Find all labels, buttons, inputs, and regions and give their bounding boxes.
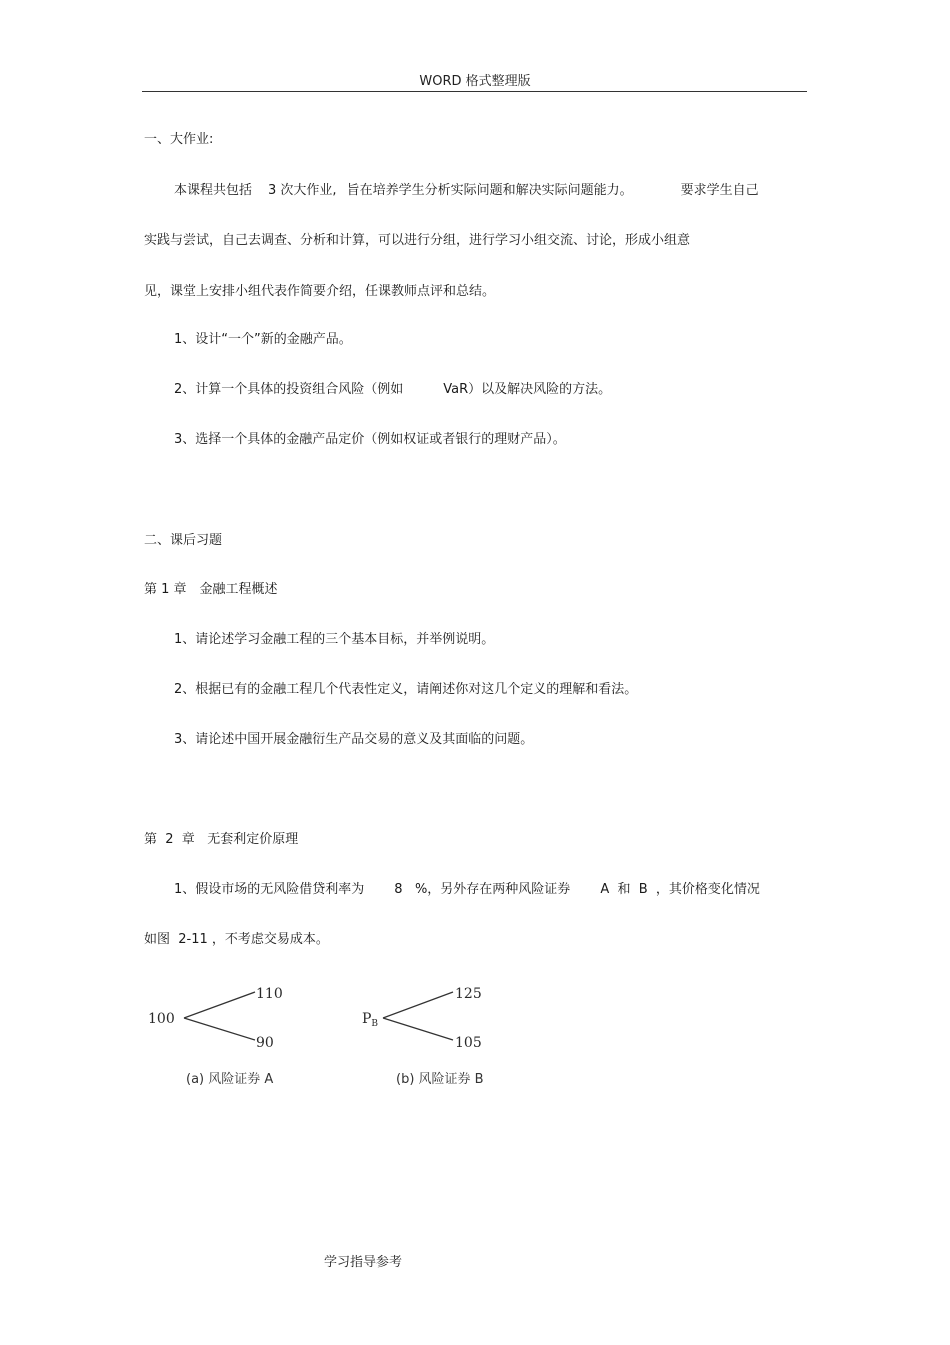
para-line1-part-d: 要求学生自己 [680,183,759,198]
page-header: WORD 格式整理版 [419,74,531,89]
tree-b-down-price: 105 [455,1035,482,1051]
tree-b-start-subscript: B [371,1019,379,1029]
chapter1-title: 第 1 章 金融工程概述 [144,582,278,597]
binomial-tree-figure [140,975,520,1095]
tree-a-start-price: 100 [148,1011,175,1027]
tree-b-caption: (b) 风险证券 B [396,1072,484,1087]
chapter1-item-1: 1、请论述学习金融工程的三个基本目标，并举例说明。 [174,632,495,647]
assignment-item-2-part-a: 2、计算一个具体的投资组合风险（例如 [174,382,404,397]
q1-part-c: A 和 B ，其价格变化情况 [600,882,760,897]
section1-para-line3: 见，课堂上安排小组代表作简要介绍，任课教师点评和总结。 [144,284,496,299]
chapter1-item-2: 2、根据已有的金融工程几个代表性定义，请阐述你对这几个定义的理解和看法。 [174,682,638,697]
para-line1-part-a: 本课程共包括 [174,183,253,198]
para-line1-part-b: 3 次大作业, [268,183,337,198]
page-footer: 学习指导参考 [324,1255,403,1270]
tree-b-up-price: 125 [455,986,482,1002]
tree-b-up-branch [383,992,453,1018]
tree-b [362,986,484,1087]
tree-a-up-branch [184,992,255,1018]
chapter2-question1-line2: 如图 2-11 ，不考虑交易成本。 [144,932,329,947]
chapter1-item-3: 3、请论述中国开展金融衍生产品交易的意义及其面临的问题。 [174,732,534,747]
section1-para-line2: 实践与尝试，自己去调查、分析和计算，可以进行分组，进行学习小组交流、讨论，形成小组意 [144,233,691,248]
tree-b-start-price [362,1011,378,1029]
assignment-item-2-part-b: VaR）以及解决风险的方法。 [443,382,612,397]
tree-b-down-branch [383,1018,453,1040]
header-rule [142,91,807,92]
section2-heading: 二、课后习题 [144,533,223,548]
chapter2-title: 第 2 章 无套利定价原理 [144,832,299,847]
section1-para-line1 [174,182,759,200]
para-line1-part-c: 旨在培养学生分析实际问题和解决实际问题能力。 [346,183,633,198]
q1-part-a: 1、假设市场的无风险借贷利率为 [174,882,365,897]
assignment-item-2 [174,381,611,399]
tree-a-down-price: 90 [256,1035,274,1051]
chapter2-question1-line1 [174,881,760,899]
tree-a-up-price: 110 [256,986,283,1002]
assignment-item-1: 1、设计“一个”新的金融产品。 [174,332,352,347]
tree-a-caption: (a) 风险证券 A [186,1072,274,1087]
q1-part-b: 8 %，另外存在两种风险证券 [394,882,571,897]
assignment-item-3: 3、选择一个具体的金融产品定价（例如权证或者银行的理财产品）。 [174,432,566,447]
tree-a-down-branch [184,1018,255,1040]
tree-a [148,986,283,1087]
section1-heading: 一、大作业: [144,132,214,147]
tree-b-start-symbol: P [362,1011,372,1027]
